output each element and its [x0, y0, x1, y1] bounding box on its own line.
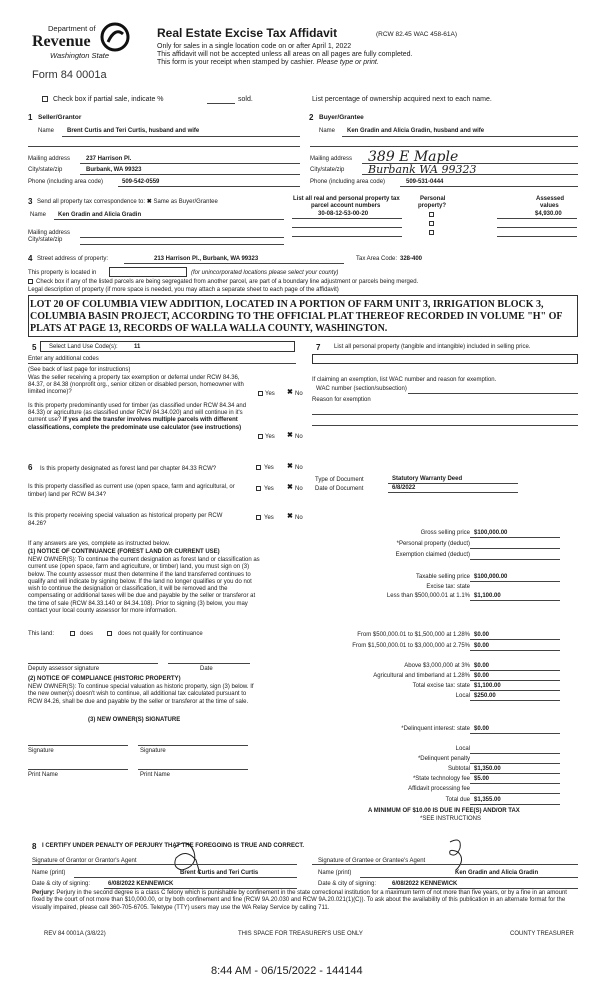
personal-checkbox-3[interactable]: [429, 230, 434, 235]
land-use-code: 11: [134, 344, 141, 350]
tax-area-code[interactable]: 328-400: [400, 256, 423, 262]
tax-area-label: Tax Area Code:: [356, 256, 398, 262]
personal-checkbox-2[interactable]: [429, 221, 434, 226]
form-number: Form 84 0001a: [32, 69, 107, 81]
partial-sold-label: sold.: [238, 96, 253, 103]
perjury-note: Perjury: Perjury in the second degree is a class C felony which is punishable by confinement in the state correctional institution for a maximum term of not more than five years, or by a fine in an amount fixed by the court of not more than $10,000.00, or by both confinement and fine (RCW 9A.20.030 and RCW 9A.20.021(1)(C)). To ask about the availability of this publication in an alternate format for the visually impaired, please call 360-705-6705. Teletype (TTY) users may use the WA Relay Service by calling 711.: [32, 890, 567, 911]
sec3-mail-field[interactable]: [80, 237, 284, 238]
land-use-select[interactable]: [40, 341, 295, 352]
additional-codes-field[interactable]: [28, 363, 296, 364]
form-citation: (RCW 82.45 WAC 458-61A): [376, 31, 458, 38]
sec5-q1: Was the seller receiving a property tax exemption or deferral under RCW 84.36, 84.37, or 84.38 (nonprofit org., senior citizen or disabled person, homeowner with limited income)?: [28, 375, 244, 396]
buyer-phone-label: Phone (including area code): [310, 179, 386, 185]
buyer-phone[interactable]: 509-531-0444: [406, 179, 444, 185]
seller-mail-label: Mailing address: [28, 156, 71, 162]
parcel-col-head2: parcel account numbers: [311, 203, 381, 209]
new-owner-sig-2[interactable]: [138, 745, 248, 746]
buyer-heading: Buyer/Grantee: [319, 114, 364, 121]
treasurer-space-note: THIS SPACE FOR TREASURER'S USE ONLY: [238, 931, 363, 937]
doc-date-label: Date of Document: [315, 486, 364, 492]
buyer-mail-label: Mailing address: [310, 156, 353, 162]
grantee-print-name[interactable]: Ken Gradin and Alicia Gradin: [455, 870, 539, 876]
seller-mail[interactable]: 237 Harrison Pl.: [86, 156, 132, 162]
personal-property-field[interactable]: [312, 354, 578, 364]
sec3-city-label: City/state/zip: [28, 237, 63, 243]
sec3-city-field[interactable]: [80, 244, 284, 245]
located-label: This property is located in: [28, 270, 97, 276]
delinquent-penalty[interactable]: [470, 763, 560, 764]
tax-1500k-3m[interactable]: $0.00: [474, 643, 490, 649]
sec5-q1-no-checkbox[interactable]: ✖: [287, 389, 293, 396]
subtotal[interactable]: $1,350.00: [474, 766, 501, 772]
reason-field-1[interactable]: [312, 414, 578, 415]
seller-phone-label: Phone (including area code): [28, 179, 104, 185]
new-owner-print-1[interactable]: [28, 769, 128, 770]
deputy-date-field[interactable]: [168, 663, 250, 664]
doc-date[interactable]: 6/8/2022: [392, 485, 416, 491]
excise-local[interactable]: $250.00: [474, 693, 496, 699]
sec3-label: Send all property tax correspondence to: ✖ Same as Buyer/Grantee: [37, 199, 218, 205]
section2-number: 2: [309, 113, 314, 122]
grantee-date-city[interactable]: 6/08/2022 KENNEWICK: [392, 881, 458, 887]
property-address[interactable]: 213 Harrison Pl., Burbank, WA 99323: [154, 256, 259, 262]
parcel-number[interactable]: 30-08-12-53-00-20: [318, 211, 369, 217]
new-owner-print-2[interactable]: [138, 769, 248, 770]
notice3-heading: (3) NEW OWNER(S) SIGNATURE: [88, 717, 181, 723]
personal-col-head2: property?: [418, 203, 447, 209]
assessed-value[interactable]: $4,930.00: [535, 211, 562, 217]
receipt-stamp: 8:44 AM - 06/15/2022 - 144144: [211, 965, 363, 977]
taxable-selling-price[interactable]: $100,000.00: [474, 574, 508, 580]
sec6-q2-yes-checkbox[interactable]: [256, 486, 261, 491]
header-note2: This affidavit will not be accepted unless all areas on all pages are fully completed.: [157, 51, 413, 58]
reason-label: Reason for exemption: [312, 397, 371, 403]
grantee-sig-label: Signature of Grantee or Grantee's Agent: [318, 858, 426, 864]
legal-description: LOT 20 OF COLUMBIA VIEW ADDITION, LOCATED IN A PORTION OF FARM UNIT 3, IRRIGATION BLOCK 3, COLUMBIA BASIN PROJECT, ACCORDING TO THE OFFICIAL PLAT THEREOF RECORDED IN VOLUME "H" OF PLATS AT PAGE 13, RECORDS OF WALLA WALLA COUNTY, WASHINGTON.: [30, 299, 563, 334]
sec6-q3: Is this property receiving special valuation as historical property per RCW 84.26?: [28, 513, 223, 527]
header-note1: Only for sales in a single location code on or after April 1, 2022: [157, 43, 352, 50]
section4-number: 4: [28, 254, 33, 263]
delinquent-interest-state[interactable]: $0.00: [474, 726, 490, 732]
seller-name-label: Name: [38, 128, 55, 134]
notice1-body: NEW OWNER(S): To continue the current designation as forest land or classification as current use (open space, farm and agriculture, or timber) land, you must sign on (3) below. The county assessor must then determine if the land transferred continues to qualify and will indicate by signing below. If the land no longer qualifies or you do not wish to continue the designation or classification, it will be removed and the compensating or additional taxes will be due and payable by the seller or transferor at the time of sale (RCW 84.33.140 or 84.34.108). Prior to signing (3) below, you may contact your local county assessor for more information.: [28, 557, 260, 615]
exemption-note: If claiming an exemption, list WAC number and reason for exemption.: [312, 377, 497, 383]
personal-checkbox-1[interactable]: [429, 212, 434, 217]
personal-property-deduct[interactable]: [470, 548, 560, 549]
sec5-q2-yes-checkbox[interactable]: [258, 434, 263, 439]
same-as-buyer-check[interactable]: ✖: [146, 199, 152, 205]
sec3-mail-label: Mailing address: [28, 230, 71, 236]
see-instructions: *SEE INSTRUCTIONS: [420, 816, 482, 822]
buyer-city-label: City/state/zip: [310, 167, 345, 173]
personal-col-head1: Personal: [420, 196, 446, 202]
sec5-q2-no-checkbox[interactable]: ✖: [287, 432, 293, 439]
exemption-deduct[interactable]: [470, 559, 560, 560]
sec7-label: List all personal property (tangible and intangible) included in selling price.: [334, 344, 531, 350]
sec5-q2: Is this property predominantly used for timber (as classified under RCW 84.34 and 84.33) or agriculture (as classified under RCW 84.34.020) and will continue in it's current use? If yes and the transfer involves multiple parcels with different classifications, complete the predominate use calculator (see instructions): [28, 403, 247, 431]
gross-selling-price[interactable]: $100,000.00: [474, 530, 508, 536]
section5-number: 5: [32, 343, 37, 352]
new-owner-sig-1[interactable]: [28, 745, 128, 746]
seller-city-label: City/state/zip: [28, 167, 63, 173]
total-due[interactable]: $1,355.00: [474, 797, 501, 803]
see-back-note: (See back of last page for instructions): [28, 367, 131, 373]
tax-500k-1500k[interactable]: $0.00: [474, 632, 490, 638]
legal-desc-label: Legal description of property (if more space is needed, you may attach a separate sheet to each page of the affidavit): [28, 287, 339, 293]
does-checkbox[interactable]: [70, 631, 75, 636]
assessed-col-head2: values: [540, 203, 559, 209]
seller-name[interactable]: Brent Curtis and Teri Curtis, husband and wife: [67, 128, 200, 134]
land-use-label: Select Land Use Code(s):: [49, 344, 118, 350]
revenue-swirl-icon: [100, 22, 130, 52]
minimum-due-note: A MINIMUM OF $10.00 IS DUE IN FEE(S) AND/OR TAX: [368, 808, 520, 814]
county-treasurer-label: COUNTY TREASURER: [510, 931, 574, 937]
county-select[interactable]: [109, 267, 187, 277]
sec6-q1-yes-checkbox[interactable]: [256, 465, 261, 470]
sec5-q1-yes-checkbox[interactable]: [258, 391, 263, 396]
notice2-body: NEW OWNER(S): To continue special valuation as historic property, sign (3) below. If the new owner(s) doesn't wish to continue, all additional tax calculated pursuant to RCW 84.26, shall be due and payable by the seller or transferor at the time of sale.: [28, 684, 254, 705]
section6-number: 6: [28, 463, 33, 472]
buyer-mail-handwritten[interactable]: 389 E Maple: [368, 149, 459, 165]
state-technology-fee[interactable]: $5.00: [474, 776, 490, 782]
buyer-name[interactable]: Ken Gradin and Alicia Gradin, husband and wife: [347, 128, 485, 134]
revision-code: REV 84 0001A (3/8/22): [44, 931, 106, 937]
seller-heading: Seller/Grantor: [38, 114, 82, 121]
grantor-print-name[interactable]: Brent Curtis and Teri Curtis: [180, 870, 259, 876]
seller-phone[interactable]: 509-542-0559: [122, 179, 160, 185]
delinquent-local[interactable]: [470, 753, 560, 754]
sec6-q2: Is this property classified as current use (open space, farm and agricultural, or timber) land per RCW 84.34?: [28, 484, 235, 498]
doc-type-label: Type of Document: [315, 477, 364, 483]
dept-line1: Department of: [48, 24, 96, 33]
notice1-heading: (1) NOTICE OF CONTINUANCE (FOREST LAND OR CURRENT USE): [28, 549, 220, 555]
assessed-col-head1: Assessed: [536, 196, 565, 202]
sec4-label: Street address of property:: [37, 256, 109, 262]
buyer-city-handwritten[interactable]: Burbank WA 99323: [368, 163, 477, 176]
form-title: Real Estate Excise Tax Affidavit: [157, 26, 338, 40]
partial-percent-field[interactable]: [207, 103, 235, 104]
additional-codes-label: Enter any additional codes: [28, 356, 99, 362]
partial-sale-checkbox[interactable]: [42, 96, 48, 102]
wac-label: WAC number (section/subsection): [316, 386, 407, 392]
dept-line3: Washington State: [50, 51, 110, 60]
buyer-name-label: Name: [319, 128, 336, 134]
deputy-sig-field[interactable]: [28, 663, 158, 664]
this-land-label: This land:: [28, 631, 55, 637]
partial-sale-label: Check box if partial sale, indicate %: [53, 96, 164, 103]
grantee-signature-scribble: [446, 836, 468, 874]
notice2-heading: (2) NOTICE OF COMPLIANCE (HISTORIC PROPERTY): [28, 676, 181, 682]
dept-line2: Revenue: [32, 33, 91, 50]
located-note: (for unincorporated locations please select your county): [191, 270, 339, 276]
header-note3: This form is your receipt when stamped by cashier. Please type or print.: [157, 59, 379, 66]
wac-field[interactable]: [408, 393, 578, 394]
grantor-date-city[interactable]: 6/08/2022 KENNEWICK: [108, 881, 174, 887]
sec6-q3-no-checkbox[interactable]: ✖: [287, 513, 293, 520]
tax-less-500k[interactable]: $1,100.00: [474, 593, 501, 599]
grantor-sig-label: Signature of Grantor or Grantor's Agent: [32, 858, 137, 864]
sec6-q1-no-checkbox[interactable]: ✖: [287, 463, 293, 470]
seller-city[interactable]: Burbank, WA 99323: [86, 167, 142, 173]
parcel-col-head1: List all real and personal property tax: [293, 196, 400, 202]
sec3-name[interactable]: Ken Gradin and Alicia Gradin: [58, 212, 142, 218]
answers-yes-note: If any answers are yes, complete as instructed below.: [28, 541, 171, 547]
total-excise-state[interactable]: $1,100.00: [474, 683, 501, 689]
segregated-note: Check box if any of the listed parcels are being segregated from another parcel, are part of a boundary line adjustment or parcels being merged.: [36, 279, 419, 285]
tax-agricultural[interactable]: $0.00: [474, 673, 490, 679]
affidavit-processing-fee[interactable]: [470, 793, 560, 794]
sec6-q2-no-checkbox[interactable]: ✖: [287, 484, 293, 491]
section7-number: 7: [316, 343, 321, 352]
sec6-q1: Is this property designated as forest land per chapter 84.33 RCW?: [40, 466, 217, 472]
sec3-name-label: Name: [30, 212, 47, 218]
segregated-checkbox[interactable]: [28, 279, 33, 284]
reason-field-2[interactable]: [312, 425, 578, 426]
ownership-note: List percentage of ownership acquired next to each name.: [312, 96, 492, 103]
certify-statement: I CERTIFY UNDER PENALTY OF PERJURY THAT THE FOREGOING IS TRUE AND CORRECT.: [42, 843, 305, 849]
legal-description-box[interactable]: [28, 295, 578, 337]
doc-type[interactable]: Statutory Warranty Deed: [392, 476, 463, 482]
section1-number: 1: [28, 113, 33, 122]
section8-number: 8: [32, 842, 37, 851]
section3-number: 3: [28, 197, 33, 206]
sec6-q3-yes-checkbox[interactable]: [256, 515, 261, 520]
tax-above-3m[interactable]: $0.00: [474, 663, 490, 669]
does-not-checkbox[interactable]: [107, 631, 112, 636]
